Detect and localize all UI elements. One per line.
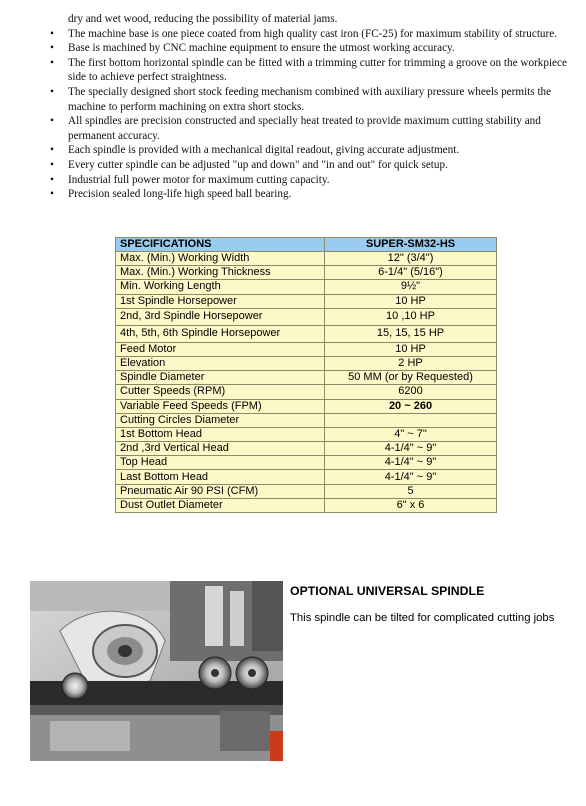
spec-value: 6-1/4" (5/16") bbox=[325, 266, 497, 280]
bullet-icon: • bbox=[50, 42, 54, 55]
specifications-table bbox=[115, 237, 497, 513]
spec-value: 20 ~ 260 bbox=[325, 399, 497, 413]
table-row bbox=[116, 427, 497, 441]
spec-header-model: SUPER-SM32-HS bbox=[325, 238, 497, 252]
bullet-icon: • bbox=[50, 173, 54, 186]
spec-label: 1st Bottom Head bbox=[116, 427, 325, 441]
spec-label: Top Head bbox=[116, 456, 325, 470]
spec-value: 9½" bbox=[325, 280, 497, 294]
spec-label: Pneumatic Air 90 PSI (CFM) bbox=[116, 484, 325, 498]
spec-value: 4-1/4" ~ 9" bbox=[325, 456, 497, 470]
optional-spindle-title: OPTIONAL UNIVERSAL SPINDLE bbox=[290, 584, 485, 598]
spec-value: 10 ,10 HP bbox=[325, 308, 497, 325]
table-row bbox=[116, 371, 497, 385]
spec-label: Variable Feed Speeds (FPM) bbox=[116, 399, 325, 413]
spec-header-label: SPECIFICATIONS bbox=[116, 238, 325, 252]
table-row bbox=[116, 413, 497, 427]
spec-value bbox=[325, 413, 497, 427]
table-row bbox=[116, 498, 497, 512]
feature-continuation: dry and wet wood, reducing the possibility of material jams. bbox=[68, 13, 338, 25]
spec-value: 10 HP bbox=[325, 342, 497, 356]
bullet-icon: • bbox=[50, 115, 54, 128]
bullet-icon: • bbox=[50, 144, 54, 157]
spec-label: Max. (Min.) Working Thickness bbox=[116, 266, 325, 280]
spec-label: 2nd ,3rd Vertical Head bbox=[116, 442, 325, 456]
spec-label: Cutter Speeds (RPM) bbox=[116, 385, 325, 399]
spec-label: Feed Motor bbox=[116, 342, 325, 356]
spec-label: Spindle Diameter bbox=[116, 371, 325, 385]
spec-value: 6" x 6 bbox=[325, 498, 497, 512]
table-row bbox=[116, 442, 497, 456]
table-row bbox=[116, 484, 497, 498]
feature-item: • The machine base is one piece coated from high quality cast iron (FC-25) for maximum stability of structure. bbox=[50, 27, 558, 40]
table-row bbox=[116, 385, 497, 399]
bullet-icon: • bbox=[50, 85, 54, 98]
feature-item: • The specially designed short stock feeding mechanism combined with auxiliary pressure wheels permits the machine to perform machining on extra short stocks. bbox=[50, 85, 552, 113]
table-row bbox=[116, 252, 497, 266]
universal-spindle-photo bbox=[30, 581, 283, 761]
spec-label: Cutting Circles Diameter bbox=[116, 413, 325, 427]
spec-label: Max. (Min.) Working Width bbox=[116, 252, 325, 266]
spec-value: 4-1/4" ~ 9" bbox=[325, 470, 497, 484]
spec-label: Min. Working Length bbox=[116, 280, 325, 294]
bullet-icon: • bbox=[50, 188, 54, 201]
feature-item: • Industrial full power motor for maximum cutting capacity. bbox=[50, 173, 330, 186]
spec-value: 12" (3/4") bbox=[325, 252, 497, 266]
optional-spindle-description: This spindle can be tilted for complicated cutting jobs bbox=[290, 612, 555, 624]
bullet-icon: • bbox=[50, 56, 54, 69]
spec-value: 2 HP bbox=[325, 356, 497, 370]
feature-item: • The first bottom horizontal spindle can be fitted with a trimming cutter for trimming a groove on the workpiece side to achieve perfect straightness. bbox=[50, 56, 567, 84]
spec-value: 15, 15, 15 HP bbox=[325, 325, 497, 342]
table-row bbox=[116, 294, 497, 308]
table-header-row bbox=[116, 238, 497, 252]
table-row bbox=[116, 308, 497, 325]
spec-label: 1st Spindle Horsepower bbox=[116, 294, 325, 308]
spec-value: 4-1/4" ~ 9" bbox=[325, 442, 497, 456]
table-row bbox=[116, 399, 497, 413]
table-row bbox=[116, 325, 497, 342]
spec-label: 2nd, 3rd Spindle Horsepower bbox=[116, 308, 325, 325]
feature-item: • Precision sealed long-life high speed ball bearing. bbox=[50, 188, 292, 201]
feature-item: • Base is machined by CNC machine equipment to ensure the utmost working accuracy. bbox=[50, 42, 455, 55]
feature-item: • All spindles are precision constructed and specially heat treated to provide maximum cutting stability and permanent accuracy. bbox=[50, 115, 541, 142]
spec-value: 50 MM (or by Requested) bbox=[325, 371, 497, 385]
bullet-icon: • bbox=[50, 27, 54, 40]
spec-label: 4th, 5th, 6th Spindle Horsepower bbox=[116, 325, 325, 342]
table-row bbox=[116, 280, 497, 294]
table-row bbox=[116, 356, 497, 370]
table-row bbox=[116, 342, 497, 356]
table-row bbox=[116, 456, 497, 470]
feature-item: • Every cutter spindle can be adjusted "up and down" and "in and out" for quick setup. bbox=[50, 158, 448, 171]
spec-value: 6200 bbox=[325, 385, 497, 399]
spec-label: Elevation bbox=[116, 356, 325, 370]
feature-item: • Each spindle is provided with a mechanical digital readout, giving accurate adjustment. bbox=[50, 144, 460, 157]
machine-illustration bbox=[30, 581, 283, 761]
table-row bbox=[116, 266, 497, 280]
bullet-icon: • bbox=[50, 158, 54, 171]
spec-label: Last Bottom Head bbox=[116, 470, 325, 484]
feature-list bbox=[48, 12, 580, 202]
spec-label: Dust Outlet Diameter bbox=[116, 498, 325, 512]
table-row bbox=[116, 470, 497, 484]
spec-value: 5 bbox=[325, 484, 497, 498]
spec-value: 10 HP bbox=[325, 294, 497, 308]
spec-value: 4" ~ 7" bbox=[325, 427, 497, 441]
